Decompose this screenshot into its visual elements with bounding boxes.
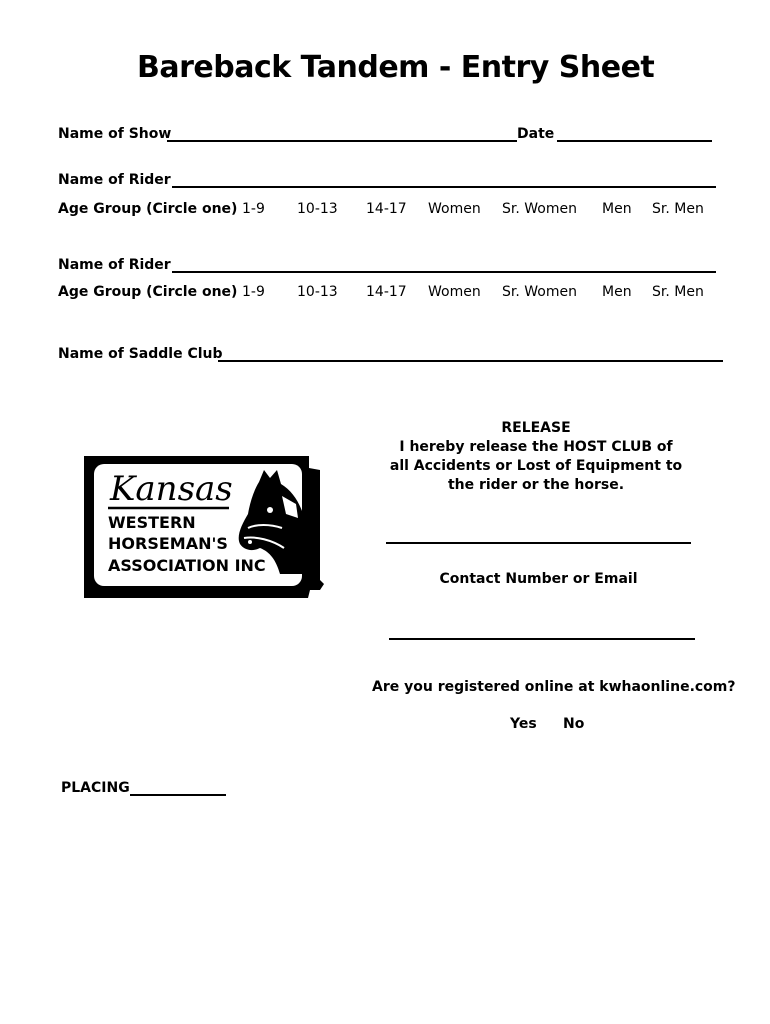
rider1-age-option[interactable]: 10-13	[297, 201, 338, 217]
release-line: I hereby release the HOST CLUB of	[399, 439, 673, 455]
rider1-age-option[interactable]: Women	[428, 201, 481, 217]
rider2-name-field[interactable]	[172, 271, 716, 273]
rider1-age-option[interactable]: Men	[602, 201, 632, 217]
rider1-name-field[interactable]	[172, 186, 716, 188]
rider1-age-label: Age Group (Circle one)	[58, 201, 238, 217]
rider1-age-option[interactable]: 14-17	[366, 201, 407, 217]
show-name-label: Name of Show	[58, 126, 172, 142]
release-line: all Accidents or Lost of Equipment to	[389, 458, 683, 474]
rider2-age-option[interactable]: 1-9	[242, 284, 265, 300]
rider1-age-option[interactable]: Sr. Men	[652, 201, 704, 217]
kwha-logo	[84, 456, 324, 598]
release-line: the rider or the horse.	[447, 477, 625, 493]
rider2-age-option[interactable]: Sr. Women	[502, 284, 577, 300]
rider1-name-label: Name of Rider	[58, 172, 171, 188]
rider1-age-option[interactable]: 1-9	[242, 201, 265, 217]
rider2-age-option[interactable]: Women	[428, 284, 481, 300]
date-label: Date	[517, 126, 555, 142]
registered-question: Are you registered online at kwhaonline.com?	[372, 679, 736, 695]
rider2-age-label: Age Group (Circle one)	[58, 284, 238, 300]
logo-line: WESTERN	[108, 513, 196, 532]
rider1-age-option[interactable]: Sr. Women	[502, 201, 577, 217]
logo-line: ASSOCIATION INC	[108, 556, 266, 575]
placing-field[interactable]	[130, 794, 226, 796]
rider2-age-option[interactable]: Sr. Men	[652, 284, 704, 300]
contact-label: Contact Number or Email	[439, 571, 638, 587]
saddle-club-field[interactable]	[218, 360, 723, 362]
logo-line: HORSEMAN'S	[108, 534, 228, 553]
page-title: Bareback Tandem - Entry Sheet	[137, 50, 655, 85]
rider2-age-option[interactable]: Men	[602, 284, 632, 300]
no-option[interactable]: No	[563, 716, 585, 732]
show-name-field[interactable]	[167, 140, 517, 142]
date-field[interactable]	[557, 140, 712, 142]
saddle-club-label: Name of Saddle Club	[58, 346, 223, 362]
placing-label: PLACING	[61, 780, 130, 796]
yes-option[interactable]: Yes	[510, 716, 537, 732]
contact-field[interactable]	[389, 638, 695, 640]
rider2-age-option[interactable]: 14-17	[366, 284, 407, 300]
release-heading: RELEASE	[501, 420, 571, 436]
logo-script-text: Kansas	[110, 469, 233, 509]
signature-field[interactable]	[386, 542, 691, 544]
rider2-age-option[interactable]: 10-13	[297, 284, 338, 300]
rider2-name-label: Name of Rider	[58, 257, 171, 273]
